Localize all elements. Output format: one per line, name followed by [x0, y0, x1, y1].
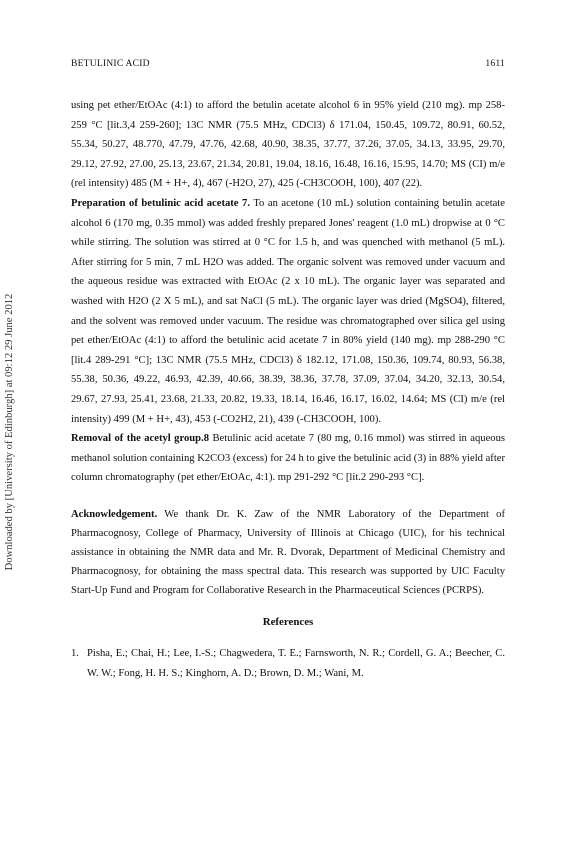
preparation-text: To an acetone (10 mL) solution containing betulin acetate alcohol 6 (170 mg, 0.35 mmol) was added freshly prepared Jones' reagent (1.0 mL) dropwise at 0 °C while stirring. The solution was stirred at 0 °C for 1.5 h, and was quenched with methanol (5 mL). After stirring for 5 min, 7 mL H2O was added. The organic solvent was removed under vacuum and the aqueous residue was extracted with EtOAc (2 x 10 mL). The organic layer was separated and washed with H2O (2 X 5 mL), and sat NaCl (5 mL). The organic layer was dried (MgSO4), filtered, and the solvent was removed under vacuum. The residue was chromatographed over silica gel using pet ether/EtOAc (4:1) to afford the betulinic acid acetate 7 in 80% yield (140 mg). mp 288-290 °C [lit.4 289-291 °C]; 13C NMR (75.5 MHz, CDCl3) δ 182.12, 171.08, 150.36, 109.74, 80.93, 56.38, 55.38, 50.36, 49.22, 46.93, 42.39, 40.66, 38.39, 38.36, 37.78, 37.09, 37.04, 34.20, 32.13, 30.54, 29.67, 27.93, 25.41, 23.68, 21.33, 20.82, 19.33, 18.14, 16.46, 16.17, 16.02, 14.64; MS (CI) m/e (rel intensity) 499 (M + H+, 43), 453 (-CO2H2, 21), 439 (-CH3COOH, 100).: [71, 197, 505, 425]
section-heading-removal: Removal of the acetyl group.8: [71, 433, 210, 445]
acknowledgement-text: We thank Dr. K. Zaw of the NMR Laboratory of the Department of Pharmacognosy, College of Pharmacy, University of Illinois at Chicago (UIC), for his technical assistance in obtaining the NMR data and Mr. R. Dvorak, Department of Medicinal Chemistry and Pharmacognosy, for obtaining the mass spectral data. This research was supported by UIC Faculty Start-Up Fund and Program for Collaborative Research in the Pharmaceutical Sciences (PCRPS).: [71, 508, 505, 596]
references-heading: References: [262, 616, 314, 629]
section-heading-preparation: Preparation of betulinic acid acetate 7.: [71, 197, 250, 209]
acknowledgement-heading: Acknowledgement.: [71, 508, 158, 520]
page-number: 1611: [485, 58, 505, 69]
removal-text: Betulinic acid acetate 7 (80 mg, 0.16 mmol) was stirred in aqueous methanol solution containing K2CO3 (excess) for 24 h to give the betulinic acid (3) in 88% yield after column chromatography (pet ether/EtOAc, 4:1). mp 291-292 °C [lit.2 290-293 °C].: [71, 433, 506, 484]
running-title: BETULINIC ACID: [71, 58, 150, 69]
paragraph-acknowledgement: [71, 506, 505, 601]
reference-text: Pisha, E.; Chai, H.; Lee, I.-S.; Chagwedera, T. E.; Farnsworth, N. R.; Cordell, G. A.; Beecher, C. W. W.; Fong, H. H. S.; Kinghorn, A. D.; Brown, D. M.; Wani, M.: [87, 648, 505, 680]
download-watermark: Downloaded by [University of Edinburgh] at 09:12 29 June 2012: [4, 293, 15, 571]
article-body: [71, 96, 505, 684]
reference-item: [71, 644, 505, 684]
paragraph-removal: [71, 429, 505, 488]
paragraph-preparation: [71, 194, 505, 429]
reference-number: 1.: [71, 648, 79, 660]
paragraph-betulin-acetate-alcohol: using pet ether/EtOAc (4:1) to afford the betulin acetate alcohol 6 in 95% yield (210 mg). mp 258-259 °C [lit.3,4 259-260]; 13C NMR (75.5 MHz, CDCl3) δ 171.04, 150.45, 109.72, 80.91, 60.52, 55.34, 50.27, 48.770, 47.79, 47.76, 42.68, 40.90, 38.35, 37.77, 37.26, 37.05, 34.13, 33.95, 29.70, 29.12, 27.92, 27.00, 25.13, 23.67, 21.34, 20.81, 19.04, 18.16, 16.48, 16.16, 15.95, 14.70; MS (CI) m/e (rel intensity) 485 (M + H+, 4), 467 (-H2O, 27), 425 (-CH3COOH, 100), 407 (22).: [71, 100, 505, 190]
